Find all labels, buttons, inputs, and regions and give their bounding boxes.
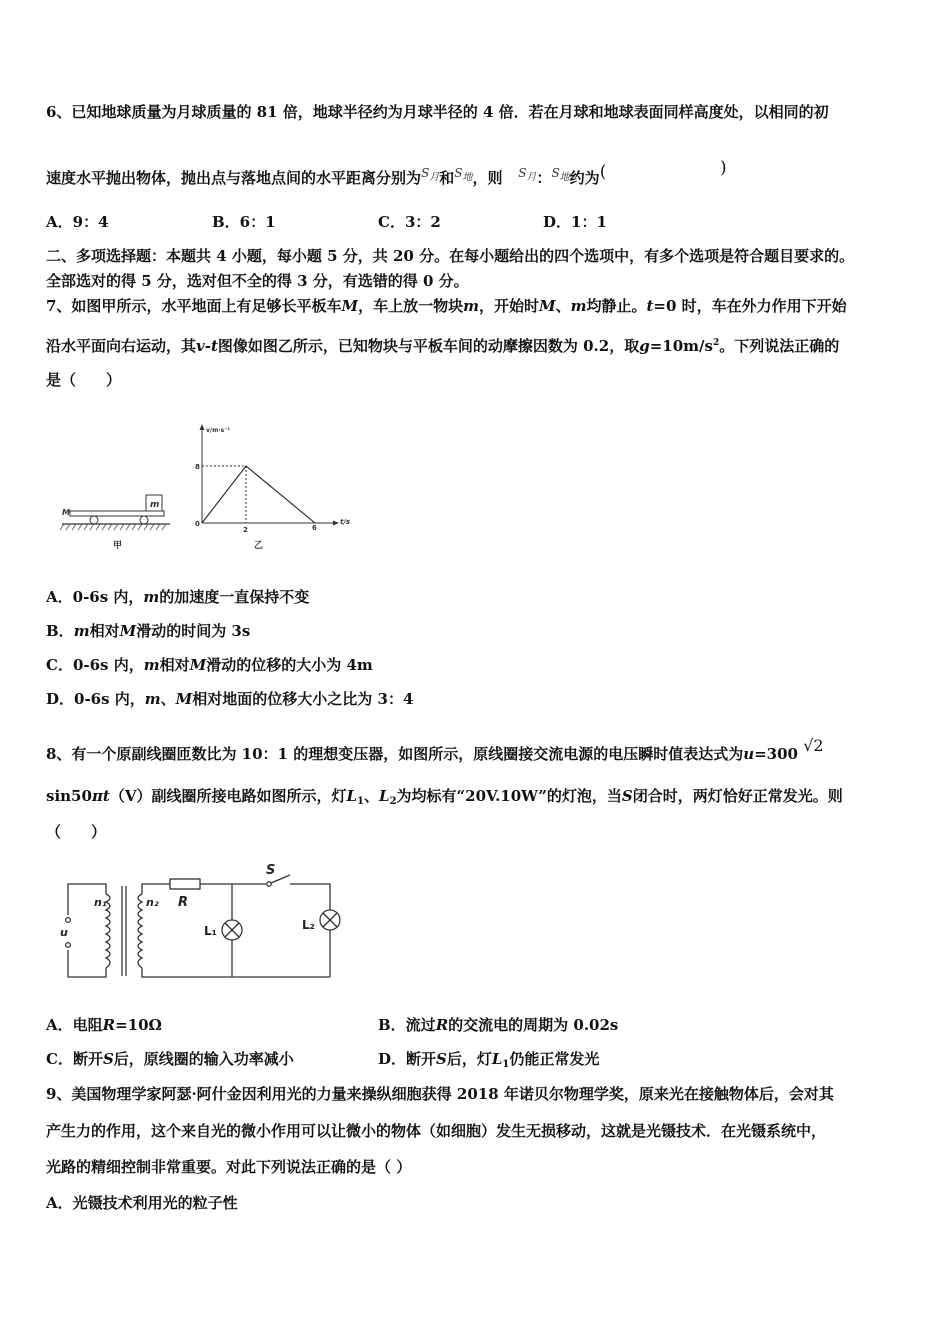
r-label: R — [178, 895, 189, 910]
q7-line3: 是（ ） — [46, 371, 122, 389]
q8-option-c: C．断开S后，原线圈的输入功率减小 — [46, 1050, 294, 1068]
q8-option-d: D．断开S后，灯$L_1$仍能正常发光 — [378, 1050, 600, 1070]
origin-label: 0 — [195, 520, 200, 528]
q7-option-a: A．0-6s 内，m的加速度一直保持不变 — [46, 588, 310, 606]
q6-line2: 速度水平抛出物体，抛出点与落地点间的水平距离分别为$^{S_月}$和$^{S_地}$，则 $^{S_月}$：$^{S_地}$约为( — [46, 162, 607, 187]
cart-label: M — [62, 508, 70, 517]
q7-line1: 7、如图甲所示，水平地面上有足够长平板车M，车上放一物块m，开始时M、m均静止。t=0 时，车在外力作用下开始 — [46, 297, 847, 315]
cart-diagram — [60, 495, 170, 551]
q8-line1: 8、有一个原副线圈匝数比为 10：1 的理想变压器，如图所示，原线圈接交流电源的电压瞬时值表达式为u=300 √2 — [46, 736, 824, 763]
caption-left: 甲 — [113, 541, 123, 551]
vt-graph — [195, 424, 350, 551]
q8-line2: sin50πt（V）副线圈所接电路如图所示，灯$L_1$、$L_2$为均标有“20V.10W”的灯泡，当S闭合时，两灯恰好正常发光。则 — [46, 787, 843, 807]
q6-option-b: B．6：1 — [212, 213, 276, 231]
sqrt-two: √2 — [803, 736, 824, 755]
q7-figure — [58, 420, 358, 555]
s-label: S — [266, 863, 276, 878]
q8-line3: （ ） — [46, 823, 107, 841]
q6-option-a: A．9：4 — [46, 213, 109, 231]
caption-right: 乙 — [254, 541, 264, 551]
x-tick-6: 6 — [312, 524, 317, 532]
q8-circuit-figure — [58, 858, 348, 984]
q8-option-b: B．流过R的交流电的周期为 0.02s — [378, 1016, 619, 1034]
x-axis-label: t/s — [340, 518, 351, 526]
q6-option-d: D．1：1 — [543, 213, 607, 231]
vt-line — [202, 466, 315, 523]
q7-option-c: C．0-6s 内，m相对M滑动的位移的大小为 4m — [46, 656, 373, 674]
l1-label: L₁ — [204, 924, 217, 938]
q7-option-b: B．m相对M滑动的时间为 3s — [46, 622, 251, 640]
q6-line1: 6、已知地球质量为月球质量的 81 倍，地球半径约为月球半径的 4 倍．若在月球和地球表面同样高度处，以相同的初 — [46, 103, 829, 121]
block-label: m — [150, 500, 160, 510]
u-label: u — [60, 926, 68, 939]
q9-line2: 产生力的作用，这个来自光的微小作用可以让微小的物体（如细胞）发生无损移动，这就是光镊技术．在光镊系统中， — [46, 1122, 827, 1140]
q9-line1: 9、美国物理学家阿瑟·阿什金因利用光的力量来操纵细胞获得 2018 年诺贝尔物理学奖，原来光在接触物体后，会对其 — [46, 1085, 834, 1103]
q8-option-a: A．电阻R=10Ω — [46, 1016, 162, 1034]
q6-option-c: C．3：2 — [378, 213, 441, 231]
answer-paren-close: ) — [720, 158, 727, 178]
q9-line3: 光路的精细控制非常重要。对此下列说法正确的是（ ） — [46, 1158, 412, 1176]
s-moon-ratio: S月 — [518, 166, 537, 183]
s-earth-ratio: S地 — [551, 166, 570, 183]
s-moon-symbol: S月 — [421, 166, 440, 183]
section2-header-line2: 全部选对的得 5 分，选对但不全的得 3 分，有选错的得 0 分。 — [46, 272, 469, 290]
q7-option-d: D．0-6s 内，m、M相对地面的位移大小之比为 3：4 — [46, 690, 414, 708]
section2-header-line1: 二、多项选择题：本题共 4 小题，每小题 5 分，共 20 分。在每小题给出的四个选项中，有多个选项是符合题目要求的。 — [46, 247, 855, 265]
answer-paren-open: ( — [599, 162, 607, 182]
s-earth-symbol: S地 — [454, 166, 473, 183]
q7-line2: 沿水平面向右运动，其v-t图像如图乙所示，已知物块与平板车间的动摩擦因数为 0.2，取$g=10m/s^2$。下列说法正确的 — [46, 337, 840, 355]
n2-label: n₂ — [146, 896, 159, 909]
l2-label: L₂ — [302, 918, 315, 932]
y-axis-label: v/m·s⁻¹ — [206, 427, 230, 434]
y-tick-8: 8 — [195, 463, 200, 471]
n1-label: n₁ — [94, 896, 107, 909]
x-tick-2: 2 — [243, 526, 248, 534]
q9-option-a: A．光镊技术利用光的粒子性 — [46, 1194, 238, 1212]
